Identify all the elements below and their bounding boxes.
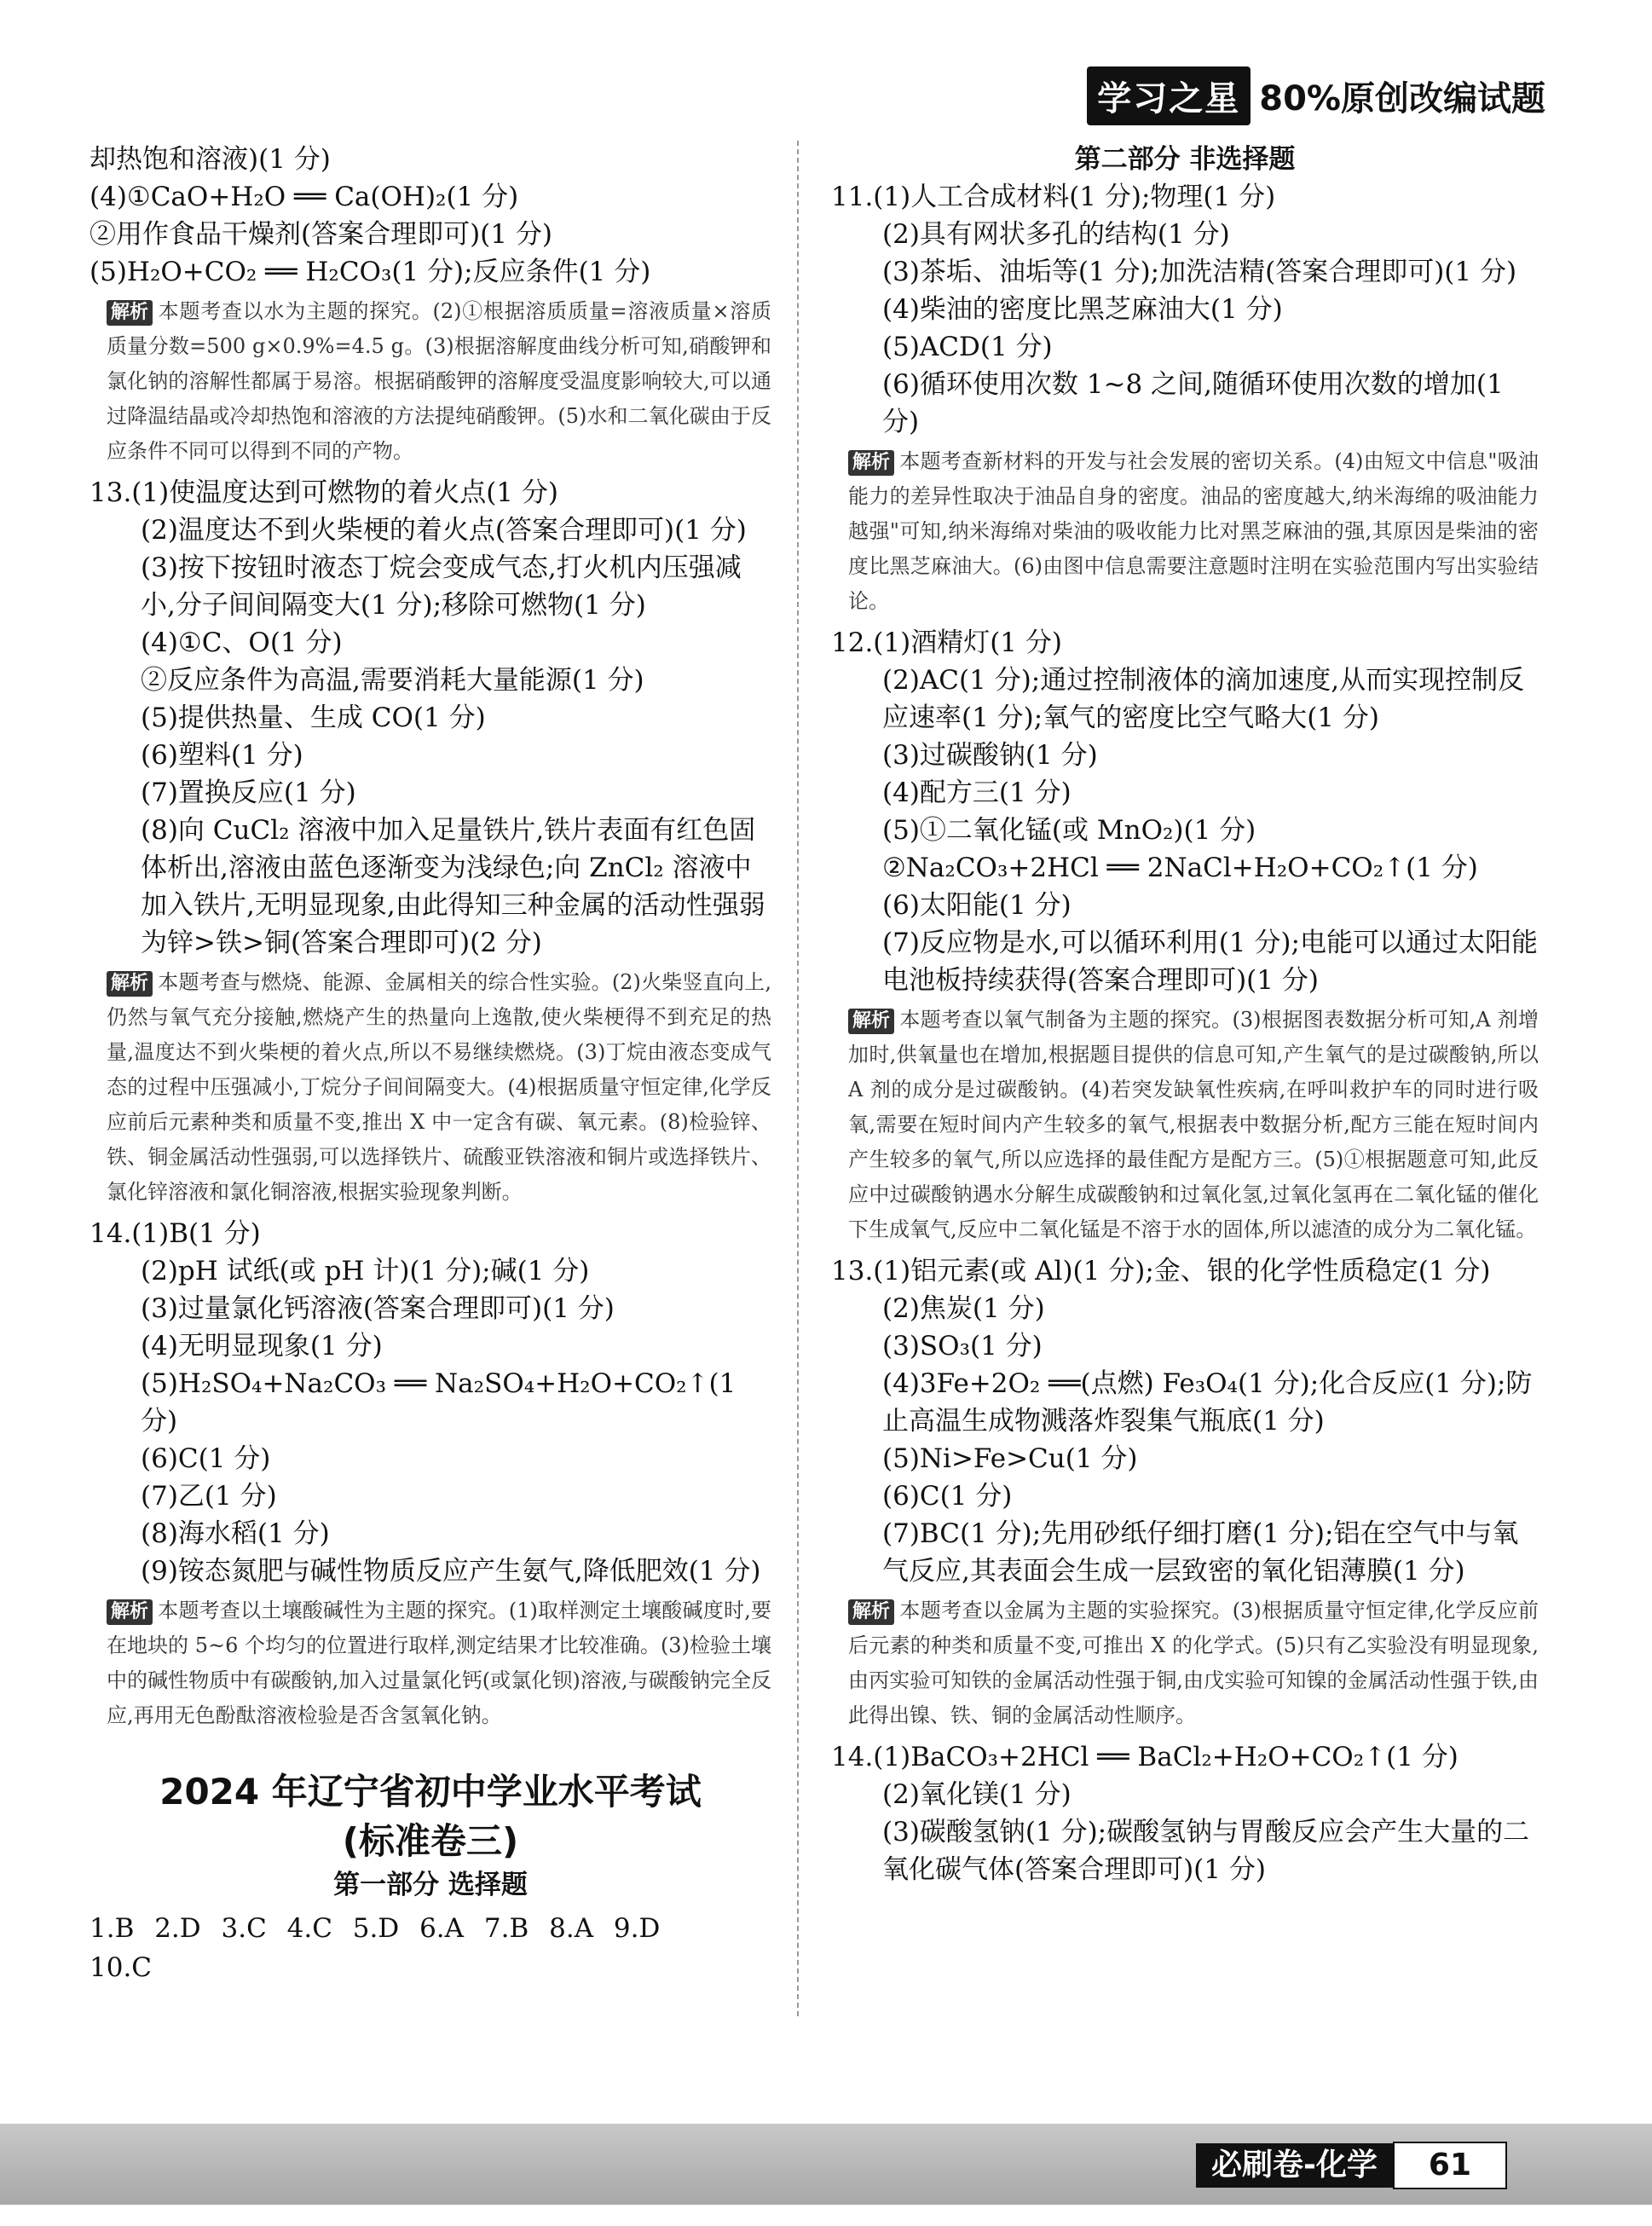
answer-line: 13.(1)使温度达到可燃物的着火点(1 分) (90, 477, 558, 508)
choice-row: 1.B 2.D 3.C 4.C 5.D 6.A 7.B 8.A 9.D (90, 1913, 661, 1944)
analysis-block (107, 1593, 771, 1733)
header-tagline: 80%原创改编试题 (1259, 79, 1545, 119)
answer-line: (3)SO₃(1 分) (882, 1331, 1043, 1362)
answer-line: ②用作食品干燥剂(答案合理即可)(1 分) (90, 219, 552, 250)
analysis-block (848, 1003, 1539, 1247)
answer-line: 14.(1)B(1 分) (90, 1218, 261, 1249)
answer-line: (2)焦炭(1 分) (882, 1293, 1045, 1324)
answer-line: (6)塑料(1 分) (141, 740, 303, 771)
answer-line: (4)柴油的密度比黑芝麻油大(1 分) (882, 294, 1283, 325)
answer-line: (2)氧化镁(1 分) (882, 1779, 1071, 1810)
answer-line: 却热饱和溶液)(1 分) (90, 144, 331, 175)
answer-line: (5)提供热量、生成 CO(1 分) (141, 702, 486, 733)
choice-answers (90, 1909, 771, 1987)
section-title: 第二部分 非选择题 (1074, 144, 1296, 175)
analysis-block (107, 294, 771, 469)
answer-line: 12.(1)酒精灯(1 分) (831, 627, 1062, 658)
answer-line: (7)置换反应(1 分) (141, 778, 356, 808)
analysis-label: 解析 (848, 450, 894, 476)
analysis-block (848, 444, 1539, 619)
answer-line: (3)碳酸氢钠(1 分);碳酸氢钠与胃酸反应会产生大量的二氧化碳气体(答案合理即可)(1 分) (882, 1817, 1530, 1885)
answer-line: (9)铵态氮肥与碱性物质反应产生氨气,降低肥效(1 分) (141, 1556, 761, 1587)
column-divider (797, 141, 799, 2016)
analysis-label: 解析 (848, 1599, 894, 1625)
page-number: 61 (1393, 2142, 1507, 2189)
answer-line: ②反应条件为高温,需要消耗大量能源(1 分) (141, 665, 644, 696)
analysis-block (107, 965, 771, 1210)
exam-subtitle: (标准卷三) (342, 1820, 519, 1862)
answer-line: 11.(1)人工合成材料(1 分);物理(1 分) (831, 182, 1276, 212)
analysis-text: 本题考查与燃烧、能源、金属相关的综合性实验。(2)火柴竖直向上,仍然与氧气充分接触,燃烧产生的热量向上逸散,使火柴梗得不到充足的热量,温度达不到火柴梗的着火点,所以不易继续燃烧。(3)丁烷由液态变成气态的过程中压强减小,丁烷分子间间隔变大。(4)根据质量守恒定律,化学反应前后元素种类和质量不变,推出 X 中一定含有碳、氧元素。(8)检验锌、铁、铜金属活动性强弱,可以选择铁片、硫酸亚铁溶液和铜片或选择铁片、氯化锌溶液和氯化铜溶液,根据实验现象判断。 (107, 970, 771, 1204)
answer-line: (5)H₂O+CO₂ ══ H₂CO₃(1 分);反应条件(1 分) (90, 257, 651, 287)
answer-line: 14.(1)BaCO₃+2HCl ══ BaCl₂+H₂O+CO₂↑(1 分) (831, 1742, 1458, 1772)
answer-line: (5)①二氧化锰(或 MnO₂)(1 分) (882, 815, 1256, 846)
answer-line: 13.(1)铝元素(或 Al)(1 分);金、银的化学性质稳定(1 分) (831, 1256, 1491, 1286)
answer-line: (6)太阳能(1 分) (882, 890, 1071, 921)
right-column (831, 141, 1539, 1888)
page-footer (0, 2124, 1652, 2205)
answer-line: (7)乙(1 分) (141, 1481, 277, 1512)
exam-title (90, 1767, 771, 1866)
answer-line: (6)C(1 分) (882, 1481, 1013, 1512)
answer-line: (6)C(1 分) (141, 1443, 271, 1474)
answer-line: (7)反应物是水,可以循环利用(1 分);电能可以通过太阳能电池板持续获得(答案合理即可)(1 分) (882, 928, 1538, 996)
exam-title-line: 2024 年辽宁省初中学业水平考试 (159, 1771, 702, 1813)
answer-line: (8)海水稻(1 分) (141, 1518, 330, 1549)
section-title: 第一部分 选择题 (333, 1870, 528, 1900)
answer-line: (2)温度达不到火柴梗的着火点(答案合理即可)(1 分) (141, 515, 747, 546)
answer-line: (2)具有网状多孔的结构(1 分) (882, 219, 1230, 250)
answer-line: (4)3Fe+2O₂ ══(点燃) Fe₃O₄(1 分);化合反应(1 分);防止高温生成物溅落炸裂集气瓶底(1 分) (882, 1368, 1533, 1437)
analysis-label: 解析 (848, 1009, 894, 1034)
analysis-text: 本题考查以水为主题的探究。(2)①根据溶质质量=溶液质量×溶质质量分数=500 g×0.9%=4.5 g。(3)根据溶解度曲线分析可知,硝酸钾和氯化钠的溶解性都属于易溶。根据硝酸钾的溶解度受温度影响较大,可以通过降温结晶或冷却热饱和溶液的方法提纯硝酸钾。(5)水和二氧化碳由于反应条件不同可以得到不同的产物。 (107, 299, 771, 463)
analysis-text: 本题考查新材料的开发与社会发展的密切关系。(4)由短文中信息"吸油能力的差异性取决于油品自身的密度。油品的密度越大,纳米海绵的吸油能力越强"可知,纳米海绵对柴油的吸收能力比对黑芝麻油的强,其原因是柴油的密度比黑芝麻油大。(6)由图中信息需要注意题时注明在实验范围内写出实验结论。 (848, 449, 1539, 613)
answer-line: (8)向 CuCl₂ 溶液中加入足量铁片,铁片表面有红色固体析出,溶液由蓝色逐渐变为浅绿色;向 ZnCl₂ 溶液中加入铁片,无明显现象,由此得知三种金属的活动性强弱为锌>铁>铜(答案合理即可)(2 分) (141, 815, 765, 958)
answer-line: (7)BC(1 分);先用砂纸仔细打磨(1 分);铝在空气中与氧气反应,其表面会生成一层致密的氧化铝薄膜(1 分) (882, 1518, 1519, 1587)
answer-line: (3)按下按钮时液态丁烷会变成气态,打火机内压强减小,分子间间隔变大(1 分);移除可燃物(1 分) (141, 552, 742, 621)
answer-line: (2)pH 试纸(或 pH 计)(1 分);碱(1 分) (141, 1256, 590, 1286)
answer-line: (3)茶垢、油垢等(1 分);加洗洁精(答案合理即可)(1 分) (882, 257, 1517, 287)
analysis-block (848, 1593, 1539, 1733)
analysis-text: 本题考查以土壤酸碱性为主题的探究。(1)取样测定土壤酸碱度时,要在地块的 5~6 个均匀的位置进行取样,测定结果才比较准确。(3)检验土壤中的碱性物质中有碳酸钠,加入过量氯化钙(或氯化钡)溶液,与碳酸钠完全反应,再用无色酚酞溶液检验是否含氢氧化钠。 (107, 1599, 771, 1727)
analysis-text: 本题考查以金属为主题的实验探究。(3)根据质量守恒定律,化学反应前后元素的种类和质量不变,可推出 X 的化学式。(5)只有乙实验没有明显现象,由丙实验可知铁的金属活动性强于铜,由戊实验可知镍的金属活动性强于铁,由此得出镍、铁、铜的金属活动性顺序。 (848, 1599, 1539, 1727)
left-column (90, 141, 771, 1987)
answer-line: (4)①CaO+H₂O ══ Ca(OH)₂(1 分) (90, 182, 519, 212)
answer-line: (3)过量氯化钙溶液(答案合理即可)(1 分) (141, 1293, 615, 1324)
answer-line: (4)①C、O(1 分) (141, 627, 343, 658)
answer-line: (5)H₂SO₄+Na₂CO₃ ══ Na₂SO₄+H₂O+CO₂↑(1 分) (141, 1368, 736, 1437)
brand-logo: 学习之星 (1087, 66, 1251, 125)
footer-subject: 必刷卷-化学 (1196, 2143, 1393, 2188)
answer-line: (4)配方三(1 分) (882, 778, 1071, 808)
analysis-text: 本题考查以氧气制备为主题的探究。(3)根据图表数据分析可知,A 剂增加时,供氧量也在增加,根据题目提供的信息可知,产生氧气的是过碳酸钠,所以 A 剂的成分是过碳酸钠。(4)若突发缺氧性疾病,在呼叫救护车的同时进行吸氧,需要在短时间内产生较多的氧气,根据表中数据分析,配方三能在短时间内产生较多的氧气,所以应选择的最佳配方是配方三。(5)①根据题意可知,此反应中过碳酸钠遇水分解生成碳酸钠和过氧化氢,过氧化氢再在二氧化锰的催化下生成氧气,反应中二氧化锰是不溶于水的固体,所以滤渣的成分为二氧化锰。 (848, 1008, 1539, 1241)
answer-line: (5)ACD(1 分) (882, 332, 1053, 362)
analysis-label: 解析 (107, 971, 153, 997)
answer-line: (5)Ni>Fe>Cu(1 分) (882, 1443, 1138, 1474)
answer-line: (6)循环使用次数 1~8 之间,随循环使用次数的增加(1 分) (882, 369, 1504, 437)
answer-line: (4)无明显现象(1 分) (141, 1331, 383, 1362)
analysis-label: 解析 (107, 1599, 153, 1625)
answer-line: (2)AC(1 分);通过控制液体的滴加速度,从而实现控制反应速率(1 分);氧气的密度比空气略大(1 分) (882, 665, 1525, 733)
footer-label (1196, 2143, 1507, 2188)
answer-line: ②Na₂CO₃+2HCl ══ 2NaCl+H₂O+CO₂↑(1 分) (882, 853, 1478, 883)
choice-row: 10.C (90, 1952, 153, 1983)
answer-line: (3)过碳酸钠(1 分) (882, 740, 1098, 771)
header-brand (1087, 66, 1545, 125)
analysis-label: 解析 (107, 300, 153, 326)
